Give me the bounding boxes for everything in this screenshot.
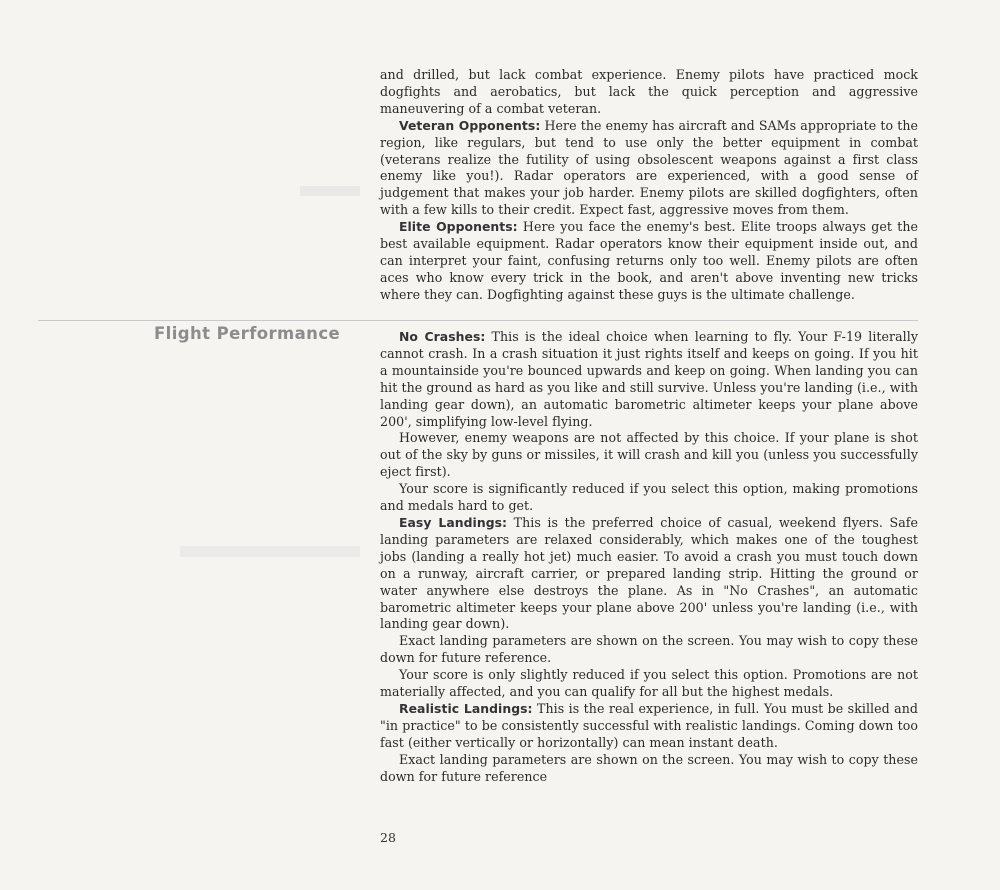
bleed-through-ghost	[300, 186, 360, 196]
opponents-lead-paragraph: and drilled, but lack combat experience. Enemy pilots have practiced mock dogfights and aerobatics, but lack the quick perception and aggressive maneuvering of a combat veteran.	[380, 67, 918, 116]
elite-opponents-text: Here you face the enemy's best. Elite troops always get the best available equipment. Radar operators know their equipment inside out, and can interpret your faint, confusing returns only too well. Enemy pilots are often aces who know every trick in the book, and aren't above inventing new tricks where they can. Dogfighting against these guys is the ultimate challenge.	[380, 219, 919, 302]
easy-landings-score-note: Your score is only slightly reduced if you select this option. Promotions are not materially affected, and you can qualify for all but the highest medals.	[380, 667, 918, 700]
realistic-landings-paragraph	[380, 701, 918, 752]
easy-landings-params-note: Exact landing parameters are shown on the screen. You may wish to copy these down for future reference.	[380, 633, 918, 666]
no-crashes-text: This is the ideal choice when learning to fly. Your F-19 literally cannot crash. In a crash situation it just rights itself and keeps on going. If you hit a mountainside you're bounced upwards and keep on going. When landing you can hit the ground as hard as you like and still survive. Unless you're landing (i.e., with landing gear down), an automatic barometric altimeter keeps your plane above 200', simplifying low-level flying.	[380, 329, 918, 429]
bleed-through-ghost	[180, 546, 360, 557]
realistic-landings-params-note: Exact landing parameters are shown on the screen. You may wish to copy these down for future reference	[380, 751, 918, 784]
veteran-opponents-text: Here the enemy has aircraft and SAMs appropriate to the region, like regulars, but tend to use only the better equipment in combat (veterans realize the futility of using obsolescent weapons against a first class enemy like you!). Radar operators are experienced, with a good sense of judgement that makes your job harder. Enemy pilots are skilled dogfighters, often with a few kills to their credit. Expect fast, aggressive moves from them.	[380, 117, 918, 218]
no-crashes-paragraph	[380, 329, 918, 430]
realistic-landings-text: This is the real experience, in full. You must be skilled and "in practice" to be consistently successful with realistic landings. Coming down too fast (either vertically or horizontally) can mean instant death.	[380, 700, 918, 750]
realistic-landings-term: Realistic Landings:	[399, 700, 533, 716]
opponents-text-block	[380, 67, 918, 304]
no-crashes-weapons-note: However, enemy weapons are not affected by this choice. If your plane is shot out of the sky by guns or missiles, it will crash and kill you (unless you successfully eject first).	[380, 430, 918, 480]
easy-landings-text: This is the preferred choice of casual, weekend flyers. Safe landing parameters are relaxed considerably, which makes one of the toughest jobs (landing a really hot jet) much easier. To avoid a crash you must touch down on a runway, aircraft carrier, or prepared landing strip. Hitting the ground or water anywhere else destroys the plane. As in "No Crashes", an automatic barometric altimeter keeps your plane above 200' unless you're landing (i.e., with landing gear down).	[380, 514, 918, 632]
section-divider	[38, 320, 918, 321]
no-crashes-score-note: Your score is significantly reduced if you select this option, making promotions and medals hard to get.	[380, 481, 918, 514]
veteran-opponents-term: Veteran Opponents:	[399, 117, 541, 133]
section-heading: Flight Performance	[154, 324, 341, 343]
elite-opponents-term: Elite Opponents:	[399, 219, 518, 235]
flight-performance-text-block	[380, 329, 918, 785]
no-crashes-term: No Crashes:	[399, 329, 486, 344]
page-number: 28	[380, 830, 396, 845]
easy-landings-term: Easy Landings:	[399, 514, 508, 530]
easy-landings-paragraph	[380, 515, 918, 633]
elite-opponents-paragraph	[380, 219, 918, 304]
veteran-opponents-paragraph	[380, 118, 918, 219]
